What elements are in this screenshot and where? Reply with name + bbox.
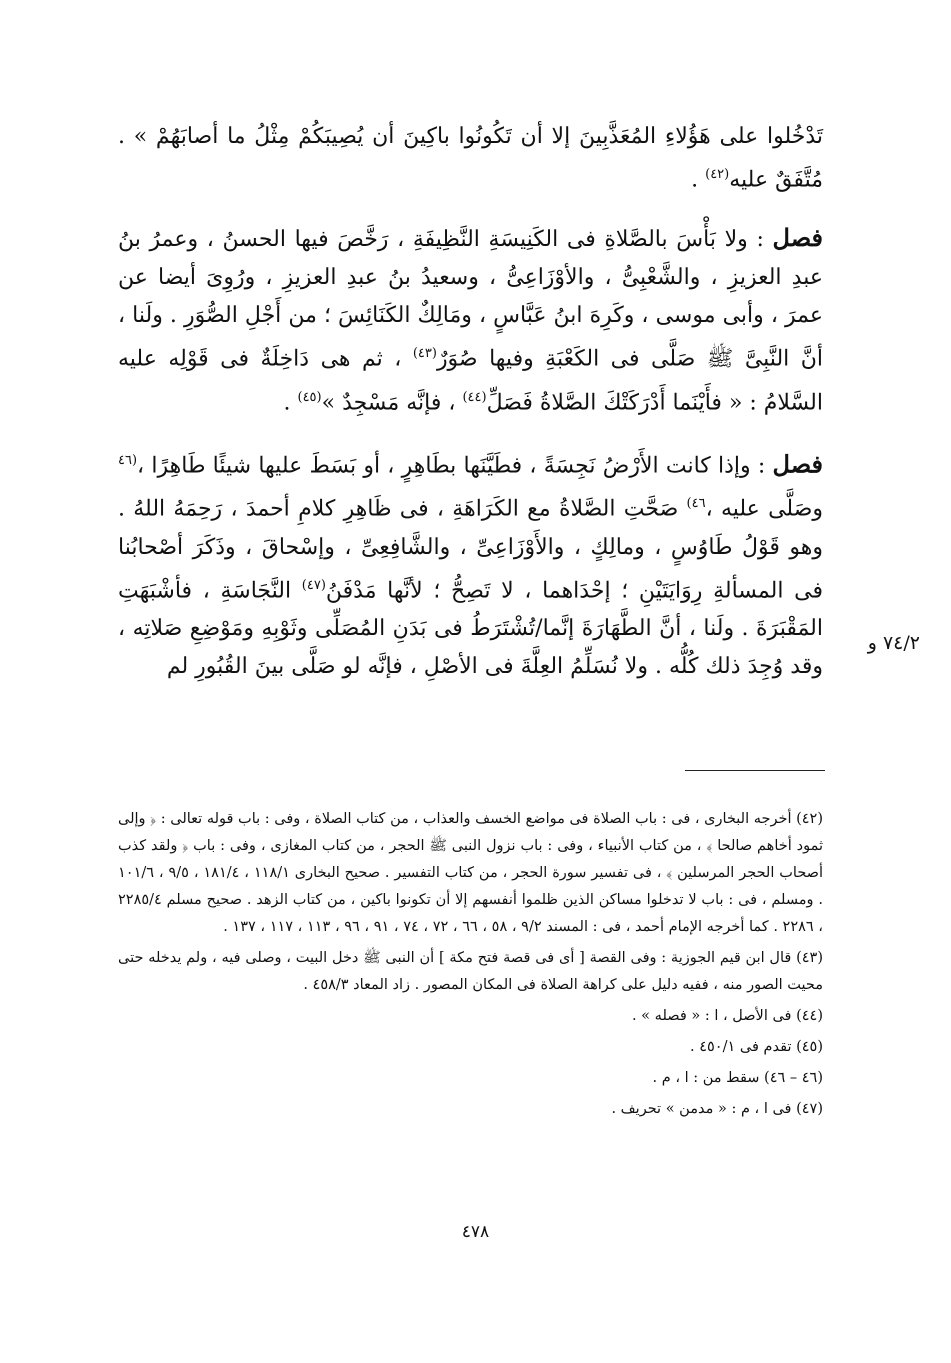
manuscript-folio-note: ٧٤/٢ و bbox=[867, 632, 920, 654]
main-text bbox=[118, 118, 823, 706]
paragraph-text: : ولا بَأْسَ بالصَّلاةِ فى الكَنِيسَةِ النَّظِيفَةِ ، رَخَّصَ فيها الحسنُ ، وعمرُ بنُ عبدِ العزيزِ ، والشَّعْبِىُّ ، والأوْزَاعِىُّ ، وسعيدُ بنُ عبدِ العزيزِ ، ورُوِىَ أيضا عن عمرَ ، وأبى موسى ، وكَرِهَ ابنُ عَبَّاسٍ ، ومَالِكٌ الكَنَائِسَ ؛ من أَجْلِ الصُّوَرِ . ولَنا ، أنَّ النَّبِىَّ ﷺ صَلَّى فى الكَعْبَةِ وفيها صُوَرٌ bbox=[118, 227, 824, 372]
paragraph-text: ، ثم هى دَاخِلَةٌ فى قَوْلِه عليه السَّلامُ : « فأَيْنَما أَدْرَكَتْكَ الصَّلاةُ فَصَلِّ bbox=[118, 346, 823, 415]
section-heading: فصل bbox=[772, 449, 823, 479]
footnote-ref: (٤٢) bbox=[705, 167, 730, 182]
footnote-divider bbox=[685, 770, 825, 771]
paragraph-text: ، فإنَّه مَسْجِدٌ » bbox=[321, 389, 463, 415]
paragraph-text: صَحَّتِ الصَّلاةُ مع الكَرَاهَةِ ، فى ظَاهِرِ كلامِ أحمدَ ، رَحِمَهُ اللهُ . وهو قَوْلُ طَاوُسٍ ، ومالِكٍ ، والأَوْزَاعِىِّ ، والشَّافِعِىِّ ، وإسْحاقَ ، وذَكَرَ أصْحابُنا فى المسألةِ رِوَايَتَيْنِ ؛ إحْدَاهما ، لا تَصِحُّ ؛ لأنَّها مَدْفَنُ bbox=[118, 496, 824, 603]
paragraph-1 bbox=[118, 118, 823, 199]
paragraph-text: وصَلَّى عليه ، bbox=[705, 496, 823, 522]
footnote-ref: (٤٥) bbox=[297, 389, 322, 405]
page-number: ٤٧٨ bbox=[461, 1222, 490, 1242]
footnote-ref: (٤٧) bbox=[301, 577, 326, 593]
paragraph-text: النَّجَاسَةِ ، فأشْبَهَتِ المَقْبَرَةَ . ولَنا ، أنَّ الطَّهَارَةَ إنَّما/تُشْتَرَطُ فى بَدَنِ المُصَلِّى وثَوْبِهِ ومَوْضِعِ صَلاتِه ، وقد وُجِدَ ذلك كُلُّه . ولا نُسَلِّمُ العِلَّةَ فى الأصْلِ ، فإنَّه لو صَلَّى بينَ القُبُورِ لم bbox=[118, 577, 823, 679]
footnote: (٤٧) فى ا ، م : « مدمن » تحريف . bbox=[611, 1101, 823, 1117]
paragraph-2 bbox=[118, 219, 823, 422]
footnote: (٤٣) قال ابن قيم الجوزية : وفى القصة [ أى فى قصة فتح مكة ] أن النبى ﷺ دخل البيت ، وصلى فيه ، ولم يدخله حتى محيت الصور منه ، ففيه دليل على كراهة الصلاة فى المكان المصور . زاد المعاد ٤٥٨/٣ . bbox=[118, 950, 823, 993]
paragraph-text: : وإذا كانت الأَرْضُ نَجِسَةً ، فطَيَّنَها بطَاهِرٍ ، أو بَسَطَ عليها شيئًا طَاهِرًا ، bbox=[137, 453, 773, 479]
footnote: (٤٤) فى الأصل ، ا : « فصله » . bbox=[631, 1008, 823, 1024]
footnote-ref: (٤٣) bbox=[412, 346, 437, 362]
paragraph-text: . bbox=[691, 167, 706, 193]
paragraph-text: تَدْخُلوا على هَؤُلاءِ المُعَذَّبِينَ إلا أن تَكُونُوا باكِينَ أن يُصِيبَكُمْ مِثْلُ ما أصابَهُمْ » . مُتَّفَقٌ عليه bbox=[118, 124, 823, 193]
footnote-ref: (٤٦ bbox=[118, 452, 138, 468]
footnote-ref: ٤٦) bbox=[686, 496, 706, 512]
footnote: (٤٢) أخرجه البخارى ، فى : باب الصلاة فى مواضع الخسف والعذاب ، من كتاب الصلاة ، وفى : باب قوله تعالى : ﴿ وإلى ثمود أخاهم صالحا ﴾ ، من كتاب الأنبياء ، وفى : باب نزول النبى ﷺ الحجر ، من كتاب المغازى ، وفى : باب ﴿ ولقد كذب أصحاب الحجر المرسلين ﴾ ، فى تفسير سورة الحجر ، من كتاب التفسير . صحيح البخارى ١١٨/١ ، ١٨١/٤ ، ٩/٥ ، ١٠١/٦ . ومسلم ، فى : باب لا تدخلوا مساكن الذين ظلموا أنفسهم إلا أن تكونوا باكين ، من كتاب الزهد . صحيح مسلم ٢٢٨٥/٤ ، ٢٢٨٦ . كما أخرجه الإمام أحمد ، فى : المسند ٩/٢ ، ٥٨ ، ٦٦ ، ٧٢ ، ٧٤ ، ٩١ ، ٩٦ ، ١١٣ ، ١١٧ ، ١٣٧ . bbox=[118, 811, 824, 935]
section-heading: فصل bbox=[772, 223, 823, 253]
footnotes bbox=[118, 806, 823, 1127]
footnote: (٤٦ – ٤٦) سقط من : ا ، م . bbox=[652, 1070, 823, 1086]
footnote-ref: (٤٤) bbox=[462, 389, 487, 405]
paragraph-3 bbox=[118, 442, 823, 686]
footnote: (٤٥) تقدم فى ٤٥٠/١ . bbox=[690, 1039, 823, 1055]
paragraph-text: . bbox=[283, 389, 298, 415]
